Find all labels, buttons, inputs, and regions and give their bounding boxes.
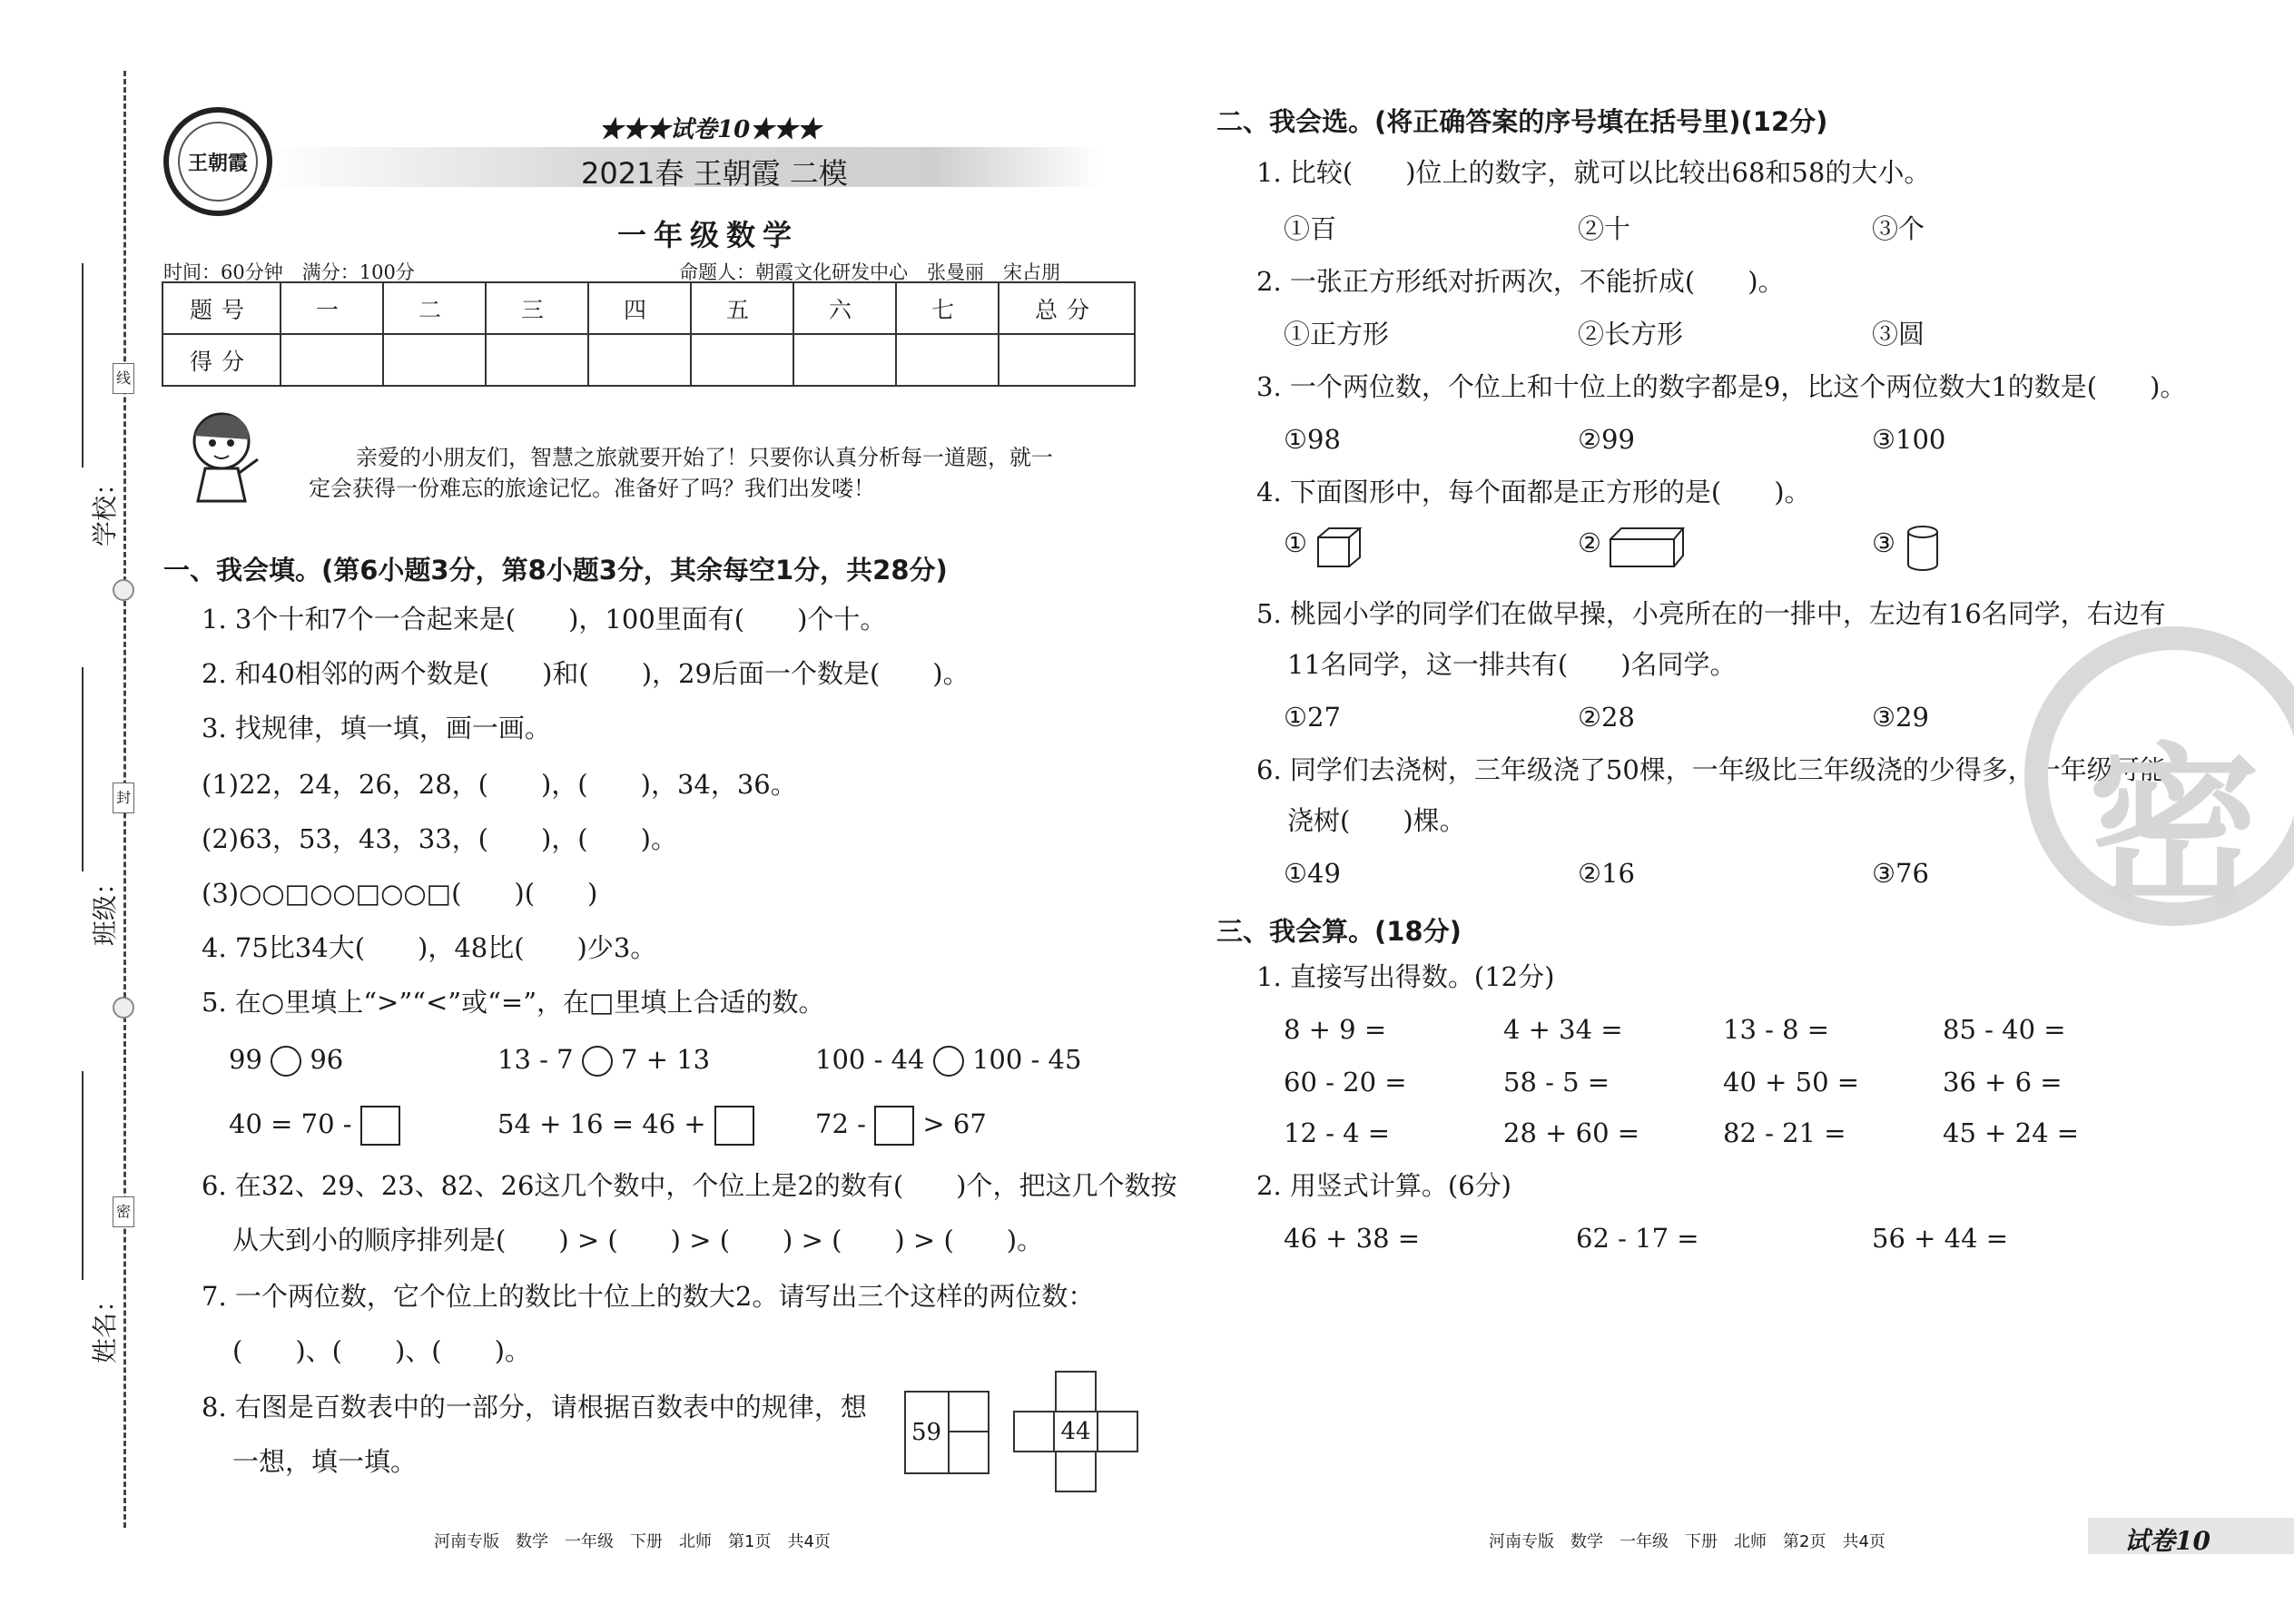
calc-item: 85 - 40 = bbox=[1943, 1014, 2066, 1045]
score-header-cell: 二 bbox=[383, 282, 486, 334]
s1-q3: 3. 找规律，填一填，画一画。 bbox=[202, 713, 551, 743]
fill-expression: 72 - bbox=[815, 1108, 866, 1139]
cuboid-icon bbox=[1609, 527, 1685, 568]
compare-left: 99 bbox=[229, 1044, 262, 1075]
compare-right: 96 bbox=[310, 1044, 344, 1075]
subject-title: 一年级数学 bbox=[617, 218, 800, 252]
score-header-cell: 四 bbox=[588, 282, 691, 334]
footer-right: 河南专版 数学 一年级 下册 北师 第2页 共4页 bbox=[1489, 1532, 1885, 1551]
calc-item: 8 + 9 = bbox=[1284, 1014, 1387, 1045]
calc-item: 13 - 8 = bbox=[1723, 1014, 1830, 1045]
seal-mark-top: 线 bbox=[113, 363, 134, 394]
s2-q2-opt[interactable]: ②长方形 bbox=[1578, 319, 1684, 349]
s3-sub1: 1. 直接写出得数。(12分) bbox=[1256, 961, 1555, 992]
seal-mark-middle: 封 bbox=[113, 782, 134, 813]
score-header-row bbox=[162, 282, 1135, 334]
mascot-girl-icon bbox=[178, 407, 265, 514]
authors: 命题人：朝霞文化研发中心 张曼丽 宋占朋 bbox=[679, 261, 1060, 283]
secret-stamp-char: 密 bbox=[2088, 728, 2261, 929]
s2-q4-opt[interactable]: ② bbox=[1578, 527, 1601, 558]
hundred-grid-cell: 44 bbox=[1053, 1411, 1098, 1452]
hundred-grid-cell[interactable] bbox=[1055, 1451, 1097, 1492]
intro-line-2: 定会获得一份难忘的旅途记忆。准备好了吗？我们出发喽！ bbox=[309, 476, 875, 501]
s1-q1: 1. 3个十和7个一合起来是( )，100里面有( )个十。 bbox=[202, 604, 887, 635]
s2-q3-opt[interactable]: ①98 bbox=[1284, 424, 1341, 455]
s2-q1-opt[interactable]: ③个 bbox=[1872, 213, 1925, 244]
vertical-calc-item: 56 + 44 = bbox=[1872, 1223, 2009, 1254]
class-field[interactable] bbox=[82, 667, 84, 871]
s2-q2-opt[interactable]: ③圆 bbox=[1872, 319, 1925, 349]
s2-q5-opt[interactable]: ②28 bbox=[1578, 702, 1635, 733]
calc-item: 60 - 20 = bbox=[1284, 1067, 1407, 1097]
compare-row-1 bbox=[229, 1046, 343, 1077]
s2-q5b: 11名同学，这一排共有( )名同学。 bbox=[1287, 649, 1737, 680]
compare-row-1b bbox=[497, 1046, 710, 1077]
score-header-cell: 总分 bbox=[999, 282, 1135, 334]
s3-sub2: 2. 用竖式计算。(6分) bbox=[1256, 1170, 1511, 1201]
section2-title: 二、我会选。(将正确答案的序号填在括号里)(12分) bbox=[1216, 106, 1828, 137]
s2-q1-opt[interactable]: ①百 bbox=[1284, 213, 1337, 244]
school-label: 学校： bbox=[90, 469, 121, 547]
s2-q6-opt[interactable]: ②16 bbox=[1578, 858, 1635, 889]
series-label: ★★★试卷10★★★ bbox=[599, 116, 822, 143]
s1-q8a: 8. 右图是百数表中的一部分，请根据百数表中的规律，想 bbox=[202, 1392, 867, 1422]
s1-q2: 2. 和40相邻的两个数是( )和( )，29后面一个数是( )。 bbox=[202, 658, 970, 689]
s1-q3b: (2)63，53，43，33，( )，( )。 bbox=[202, 823, 677, 854]
calc-item: 4 + 34 = bbox=[1503, 1014, 1623, 1045]
class-label: 班级： bbox=[90, 869, 121, 947]
score-cell[interactable] bbox=[383, 334, 486, 386]
hundred-grid-cell[interactable] bbox=[1097, 1411, 1138, 1452]
time-info: 时间：60分钟 满分：100分 bbox=[163, 261, 415, 283]
compare-circle[interactable] bbox=[933, 1046, 964, 1077]
score-cell[interactable] bbox=[588, 334, 691, 386]
s1-q6b: 从大到小的顺序排列是( ) > ( ) > ( ) > ( ) > ( )。 bbox=[232, 1225, 1044, 1255]
calc-item: 58 - 5 = bbox=[1503, 1067, 1610, 1097]
s2-q5-opt[interactable]: ①27 bbox=[1284, 702, 1341, 733]
fill-row-3 bbox=[815, 1106, 987, 1146]
score-cell[interactable] bbox=[281, 334, 383, 386]
s2-q2: 2. 一张正方形纸对折两次，不能折成( )。 bbox=[1256, 266, 1785, 297]
s2-q6-opt[interactable]: ③76 bbox=[1872, 858, 1929, 889]
brand-logo bbox=[163, 107, 272, 216]
compare-row-1c bbox=[815, 1046, 1081, 1077]
name-label: 姓名： bbox=[90, 1286, 121, 1364]
s2-q3-opt[interactable]: ③100 bbox=[1872, 424, 1946, 455]
seal-mark-bottom: 密 bbox=[113, 1196, 134, 1227]
s2-q6b: 浇树( )棵。 bbox=[1287, 805, 1466, 836]
logo-text: 王朝霞 bbox=[187, 151, 248, 175]
section1-title: 一、我会填。(第6小题3分，第8小题3分，其余每空1分，共28分) bbox=[163, 555, 948, 586]
compare-right: 7 + 13 bbox=[621, 1044, 711, 1075]
calc-item: 40 + 50 = bbox=[1723, 1067, 1860, 1097]
s2-q3: 3. 一个两位数，个位上和十位上的数字都是9，比这个两位数大1的数是( )。 bbox=[1256, 371, 2187, 402]
compare-left: 13 - 7 bbox=[497, 1044, 574, 1075]
section3-title: 三、我会算。(18分) bbox=[1216, 916, 1462, 947]
fill-box[interactable] bbox=[874, 1106, 914, 1146]
s2-q4-opt[interactable]: ③ bbox=[1872, 527, 1895, 558]
s1-q5: 5. 在○里填上“>”“<”或“=”，在□里填上合适的数。 bbox=[202, 987, 825, 1018]
score-row-label: 得分 bbox=[162, 334, 281, 386]
page-tag-label: 试卷10 bbox=[2124, 1526, 2210, 1556]
school-field[interactable] bbox=[82, 263, 84, 468]
score-table bbox=[162, 281, 1136, 387]
compare-circle[interactable] bbox=[271, 1046, 301, 1077]
s2-q5a: 5. 桃园小学的同学们在做早操，小亮所在的一排中，左边有16名同学，右边有 bbox=[1256, 598, 2166, 629]
s2-q6-opt[interactable]: ①49 bbox=[1284, 858, 1341, 889]
vertical-calc-item: 62 - 17 = bbox=[1576, 1223, 1699, 1254]
score-header-cell: 题号 bbox=[162, 282, 281, 334]
s2-q4: 4. 下面图形中，每个面都是正方形的是( )。 bbox=[1256, 477, 1811, 507]
s2-q6a: 6. 同学们去浇树，三年级浇了50棵，一年级比三年级浇的少得多，一年级可能 bbox=[1256, 754, 2166, 785]
intro-line-1: 亲爱的小朋友们，智慧之旅就要开始了！只要你认真分析每一道题，就一 bbox=[356, 445, 1053, 470]
s1-q7a: 7. 一个两位数，它个位上的数比十位上的数大2。请写出三个这样的两位数： bbox=[202, 1281, 1095, 1312]
vertical-calc-item: 46 + 38 = bbox=[1284, 1223, 1421, 1254]
score-header-cell: 六 bbox=[793, 282, 896, 334]
calc-item: 12 - 4 = bbox=[1284, 1117, 1391, 1148]
fill-row-2 bbox=[497, 1106, 754, 1146]
s1-q8b: 一想，填一填。 bbox=[232, 1446, 418, 1477]
score-cell[interactable] bbox=[896, 334, 999, 386]
s2-q1-opt[interactable]: ②十 bbox=[1578, 213, 1631, 244]
hundred-grid-cell[interactable] bbox=[948, 1431, 989, 1474]
cylinder-icon bbox=[1905, 525, 1941, 572]
s1-q7b: ( )、( )、( )。 bbox=[232, 1335, 531, 1366]
score-cell[interactable] bbox=[793, 334, 896, 386]
cube-icon bbox=[1316, 527, 1365, 568]
fill-expression: 54 + 16 = 46 + bbox=[497, 1108, 706, 1139]
score-cell[interactable] bbox=[999, 334, 1135, 386]
compare-circle[interactable] bbox=[582, 1046, 613, 1077]
hundred-grid-cell[interactable] bbox=[1013, 1411, 1055, 1452]
fill-expression: 40 = 70 - bbox=[229, 1108, 352, 1139]
calc-item: 28 + 60 = bbox=[1503, 1117, 1640, 1148]
s2-q5-opt[interactable]: ③29 bbox=[1872, 702, 1929, 733]
calc-item: 82 - 21 = bbox=[1723, 1117, 1846, 1148]
compare-right: 100 - 45 bbox=[971, 1044, 1082, 1075]
score-value-row bbox=[162, 334, 1135, 386]
s1-q4: 4. 75比34大( )，48比( )少3。 bbox=[202, 932, 657, 963]
calc-item: 45 + 24 = bbox=[1943, 1117, 2080, 1148]
exam-title: 2021春 王朝霞 二模 bbox=[581, 156, 848, 191]
score-header-cell: 五 bbox=[691, 282, 793, 334]
s1-q6a: 6. 在32、29、23、82、26这几个数中，个位上是2的数有( )个，把这几个数按 bbox=[202, 1170, 1177, 1201]
s1-q3a: (1)22，24，26，28，( )，( )，34，36。 bbox=[202, 769, 797, 800]
hundred-grid-cell[interactable] bbox=[948, 1391, 989, 1432]
s2-q1: 1. 比较( )位上的数字，就可以比较出68和58的大小。 bbox=[1256, 157, 1931, 188]
s2-q3-opt[interactable]: ②99 bbox=[1578, 424, 1635, 455]
footer-left: 河南专版 数学 一年级 下册 北师 第1页 共4页 bbox=[434, 1532, 831, 1551]
score-header-cell: 七 bbox=[896, 282, 999, 334]
fill-box[interactable] bbox=[714, 1106, 754, 1146]
fill-expression-tail: > 67 bbox=[922, 1108, 987, 1139]
score-cell[interactable] bbox=[486, 334, 588, 386]
calc-item: 36 + 6 = bbox=[1943, 1067, 2063, 1097]
binding-ring-icon bbox=[113, 997, 134, 1019]
s2-q4-opt[interactable]: ① bbox=[1284, 527, 1307, 558]
s2-q2-opt[interactable]: ①正方形 bbox=[1284, 319, 1390, 349]
fill-box[interactable] bbox=[360, 1106, 400, 1146]
score-cell[interactable] bbox=[691, 334, 793, 386]
compare-left: 100 - 44 bbox=[815, 1044, 925, 1075]
score-header-cell: 三 bbox=[486, 282, 588, 334]
hundred-grid-cell: 59 bbox=[904, 1391, 988, 1474]
binding-ring-icon bbox=[113, 579, 134, 601]
fill-row-1 bbox=[229, 1106, 400, 1146]
s1-q3c: (3)○○□○○□○○□( )( ) bbox=[202, 878, 598, 909]
name-field[interactable] bbox=[82, 1071, 84, 1280]
hundred-grid-cell[interactable] bbox=[1055, 1371, 1097, 1412]
score-header-cell: 一 bbox=[281, 282, 383, 334]
